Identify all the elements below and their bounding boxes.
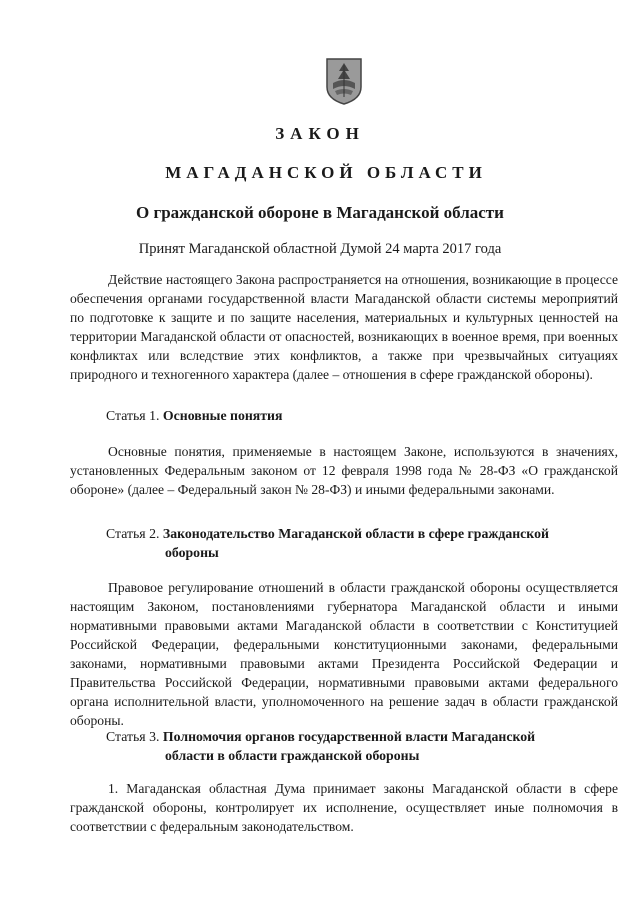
article-1-title: Основные понятия bbox=[162, 408, 283, 423]
article-2-title: Законодательство Магаданской области в сфере гражданской bbox=[162, 526, 549, 541]
article-3-text: 1. Магаданская областная Дума принимает законы Магаданской области в сфере гражданской обороны, контролирует их исполнение, осуществляет иные полномочия в соответствии с федеральным законодательством. bbox=[70, 781, 618, 834]
adoption-line: Принят Магаданской областной Думой 24 марта 2017 года bbox=[138, 241, 502, 257]
article-1-text: Основные понятия, применяемые в настоящем Законе, используются в значениях, установленных Федеральным законом от 12 февраля 1998 года № 28-ФЗ «О гражданской обороне» (далее – Федеральный закон № 28-ФЗ) и иными федеральными законами. bbox=[70, 444, 618, 497]
article-3-title-cont: области в области гражданской обороны bbox=[165, 748, 420, 763]
law-heading: ЗАКОН bbox=[275, 124, 365, 143]
article-1-label: Статья 1. bbox=[106, 408, 160, 423]
magadan-coat-of-arms-icon bbox=[325, 57, 363, 105]
article-1-heading bbox=[106, 406, 282, 425]
article-3-heading bbox=[106, 727, 618, 765]
article-2-heading bbox=[106, 524, 618, 562]
preamble-paragraph: Действие настоящего Закона распространяется на отношения, возникающие в процессе обеспечения органами государственной власти Магаданской области системы мероприятий по подготовке к защите и по защите населения, материальных и культурных ценностей на территории Магаданской области от опасностей, возникающих в военное время, при военных конфликтах или вследствие этих конфликтов, а также при чрезвычайных ситуациях природного и техногенного характера (далее – отношения в сфере гражданской обороны). bbox=[70, 272, 618, 382]
region-heading: МАГАДАНСКОЙ ОБЛАСТИ bbox=[165, 163, 487, 182]
article-2-label: Статья 2. bbox=[106, 526, 160, 541]
article-2-text: Правовое регулирование отношений в области гражданской обороны осуществляется настоящим Законом, постановлениями губернатора Магаданской области и иными нормативными правовыми актами Магаданской области в соответствии с Конституцией Российской Федерации, федеральными конституционными законами, федеральными законами, нормативными правовыми актами Президента Российской Федерации и Правительства Российской Федерации, нормативными правовыми актами федерального органа исполнительной власти, уполномоченного на решение задач в области гражданской обороны. bbox=[70, 580, 618, 728]
law-title: О гражданской обороне в Магаданской области bbox=[136, 203, 504, 222]
article-2-title-cont: обороны bbox=[165, 545, 219, 560]
article-3-title: Полномочия органов государственной власти Магаданской bbox=[162, 729, 536, 744]
article-3-label: Статья 3. bbox=[106, 729, 160, 744]
